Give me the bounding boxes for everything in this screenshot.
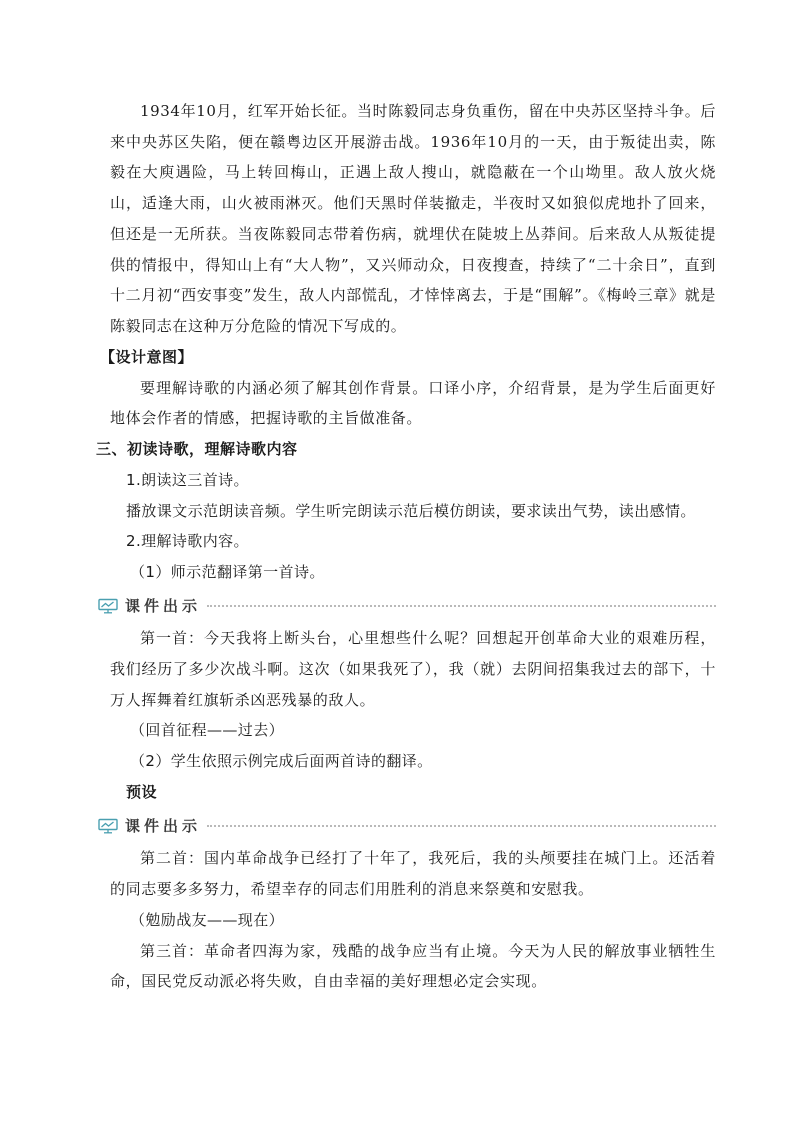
courseware-banner-1	[98, 590, 716, 621]
document-content	[96, 96, 716, 997]
courseware-label: 课件出示	[125, 817, 202, 836]
design-intent-paragraph: 要理解诗歌的内涵必须了解其创作背景。口译小序，介绍背景，是为学生后面更好地体会作者的情感，把握诗歌的主旨做准备。	[110, 378, 716, 428]
section3-heading: 三、初读诗歌，理解诗歌内容	[96, 440, 298, 459]
preset-heading: 预设	[126, 783, 158, 802]
courseware-label: 课件出示	[125, 597, 202, 616]
slideshow-icon	[98, 598, 118, 614]
step2-1-text: （1）师示范翻译第一首诗。	[130, 563, 325, 582]
design-intent-heading: 【设计意图】	[100, 347, 194, 366]
background-paragraph: 1934年10月，红军开始长征。当时陈毅同志身负重伤，留在中央苏区坚持斗争。后来中央苏区失陷，便在赣粤边区开展游击战。1936年10月的一天，由于叛徒出卖，陈毅在大庾遇险，马上转回梅山，正遇上敌人搜山，就隐蔽在一个山坳里。敌人放火烧山，适逢大雨，山火被雨淋灭。他们天黑时佯装撤走，半夜时又如狼似虎地扑了回来，但还是一无所获。当夜陈毅同志带着伤病，就埋伏在陡坡上丛莽间。后来敌人从叛徒提供的情报中，得知山上有“大人物”，又兴师动众，日夜搜查，持续了“二十余日”，直到十二月初“西安事变”发生，敌人内部慌乱，才悻悻离去，于是“围解”。《梅岭三章》就是陈毅同志在这种万分危险的情况下写成的。	[110, 102, 716, 335]
poem1-translation: 第一首：今天我将上断头台，心里想些什么呢？回想起开创革命大业的艰难历程，我们经历了多少次战斗啊。这次（如果我死了），我（就）去阴间招集我过去的部下，十万人挥舞着红旗斩杀凶恶残暴的敌人。	[110, 629, 716, 709]
poem2-translation: 第二首：国内革命战争已经打了十年了，我死后，我的头颅要挂在城门上。还活着的同志要多多努力，希望幸存的同志们用胜利的消息来祭奠和安慰我。	[110, 849, 716, 898]
step1-detail: 播放课文示范朗读音频。学生听完朗读示范后模仿朗读，要求读出气势，读出感情。	[126, 501, 696, 520]
poem1-note: （回首征程——过去）	[130, 721, 285, 740]
poem2-note: （勉励战友——现在）	[130, 910, 285, 929]
step2-2-text: （2）学生依照示例完成后面两首诗的翻译。	[130, 752, 433, 771]
dotted-divider	[207, 605, 716, 607]
step2-text: 2.理解诗歌内容。	[126, 532, 249, 551]
step1-text: 1.朗读这三首诗。	[126, 471, 249, 490]
courseware-banner-2	[98, 810, 716, 841]
slideshow-icon	[98, 818, 118, 834]
poem3-translation: 第三首：革命者四海为家，残酷的战争应当有止境。今天为人民的解放事业牺牲生命，国民党反动派必将失败，自由幸福的美好理想必定会实现。	[110, 941, 716, 991]
dotted-divider	[207, 825, 716, 827]
